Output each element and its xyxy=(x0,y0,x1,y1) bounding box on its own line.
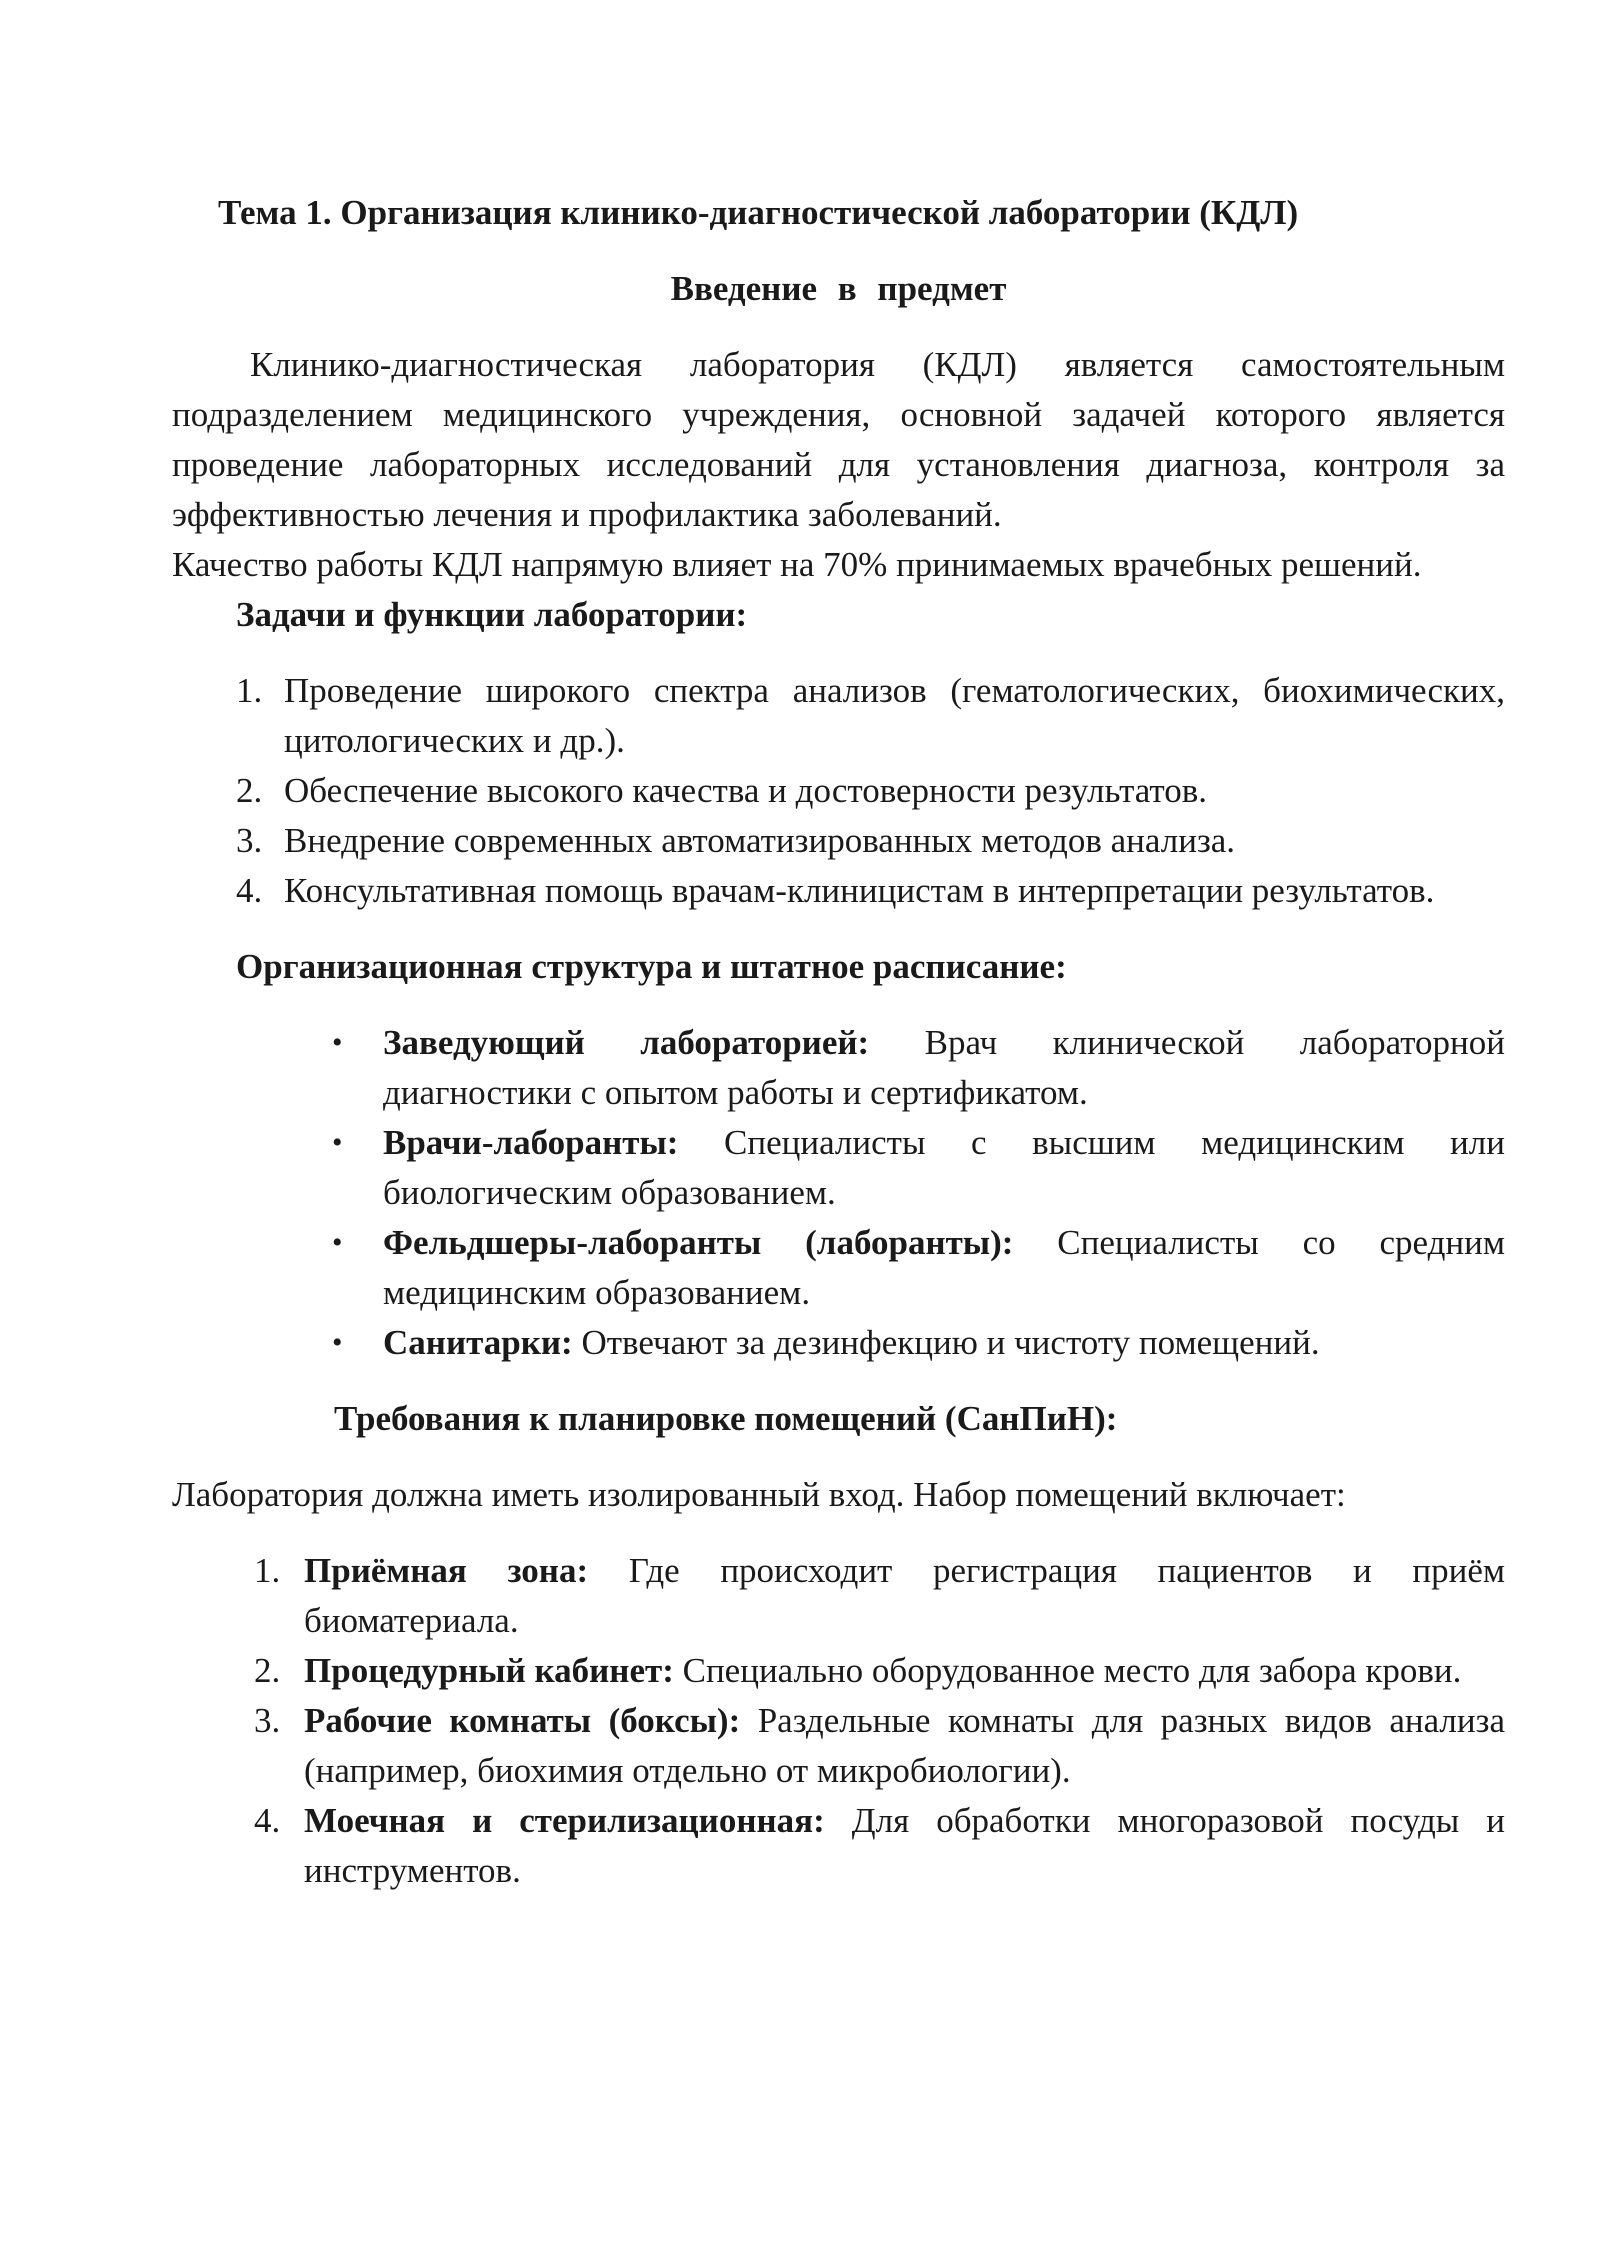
list-item-term: Приёмная зона: xyxy=(304,1551,589,1590)
list-item xyxy=(172,866,1505,916)
list-item xyxy=(172,1218,1505,1318)
tasks-heading: Задачи и функции лаборатории: xyxy=(236,595,748,634)
list-item-number: 4. xyxy=(254,1801,281,1840)
bullet-icon: • xyxy=(332,1226,343,1259)
list-item-text: Где происходит регистрация пациентов и приём биоматериала. xyxy=(304,1551,1506,1640)
list-item-text: Специалисты со средним медицинским образованием. xyxy=(383,1223,1506,1312)
list-item-number: 4. xyxy=(236,871,263,910)
list-item xyxy=(172,1118,1505,1218)
intro-paragraph: Клинико-диагностическая лаборатория (КДЛ) является самостоятельным подразделением медицинского учреждения, основной задачей которого является проведение лабораторных исследований для установления диагноза, контроля за эффективностью лечения и профилактика заболеваний. xyxy=(172,345,1505,534)
list-item-term: Рабочие комнаты (боксы): xyxy=(304,1701,741,1740)
list-item-text: Консультативная помощь врачам-клиницистам в интерпретации результатов. xyxy=(284,871,1435,910)
quality-paragraph: Качество работы КДЛ напрямую влияет на 70% принимаемых врачебных решений. xyxy=(172,545,1422,584)
list-item-number: 1. xyxy=(236,671,263,710)
premises-heading: Требования к планировке помещений (СанПиН): xyxy=(334,1399,1118,1438)
tasks-list xyxy=(172,666,1505,916)
list-item-text: Для обработки многоразовой посуды и инструментов. xyxy=(304,1801,1505,1890)
list-item-term: Процедурный кабинет: xyxy=(304,1651,674,1690)
list-item-number: 3. xyxy=(254,1701,281,1740)
list-item xyxy=(172,1018,1505,1118)
list-item-text: Проведение широкого спектра анализов (гематологических, биохимических, цитологических и др.). xyxy=(284,671,1505,760)
list-item-text: Врач клинической лабораторной диагностики с опытом работы и сертификатом. xyxy=(383,1023,1505,1112)
list-item xyxy=(172,1696,1505,1796)
list-item-term: Фельдшеры-лаборанты (лаборанты): xyxy=(383,1223,1014,1262)
section-subtitle: Введение в предмет xyxy=(670,269,1007,308)
list-item xyxy=(172,1796,1505,1896)
list-item-text: Обеспечение высокого качества и достоверности результатов. xyxy=(284,771,1208,810)
list-item-number: 2. xyxy=(236,771,263,810)
list-item xyxy=(172,666,1505,766)
page-title: Тема 1. Организация клинико-диагностической лаборатории (КДЛ) xyxy=(218,193,1299,232)
bullet-icon: • xyxy=(332,1126,343,1159)
list-item-text: Специалисты с высшим медицинским или биологическим образованием. xyxy=(383,1123,1505,1212)
list-item-text: Внедрение современных автоматизированных методов анализа. xyxy=(284,821,1236,860)
list-item-term: Врачи-лаборанты: xyxy=(383,1123,679,1162)
document-body xyxy=(172,188,1505,1896)
list-item-term: Моечная и стерилизационная: xyxy=(304,1801,825,1840)
list-item-text: Раздельные комнаты для разных видов анализа (например, биохимия отдельно от микробиологии). xyxy=(304,1701,1505,1790)
list-item-term: Заведующий лабораторией: xyxy=(383,1023,870,1062)
structure-heading: Организационная структура и штатное расписание: xyxy=(236,947,1067,986)
list-item-text: Специально оборудованное место для забора крови. xyxy=(673,1651,1462,1690)
premises-intro: Лаборатория должна иметь изолированный вход. Набор помещений включает: xyxy=(172,1475,1346,1514)
list-item-number: 1. xyxy=(254,1551,281,1590)
structure-list xyxy=(172,1018,1505,1368)
bullet-icon: • xyxy=(332,1326,343,1359)
list-item xyxy=(172,816,1505,866)
list-item xyxy=(172,1318,1505,1368)
premises-list xyxy=(172,1546,1505,1896)
list-item xyxy=(172,1546,1505,1646)
list-item-number: 2. xyxy=(254,1651,281,1690)
list-item xyxy=(172,1646,1505,1696)
list-item xyxy=(172,766,1505,816)
list-item-text: Отвечают за дезинфекцию и чистоту помещений. xyxy=(572,1323,1320,1362)
bullet-icon: • xyxy=(332,1026,343,1059)
list-item-term: Санитарки: xyxy=(383,1323,573,1362)
list-item-number: 3. xyxy=(236,821,263,860)
